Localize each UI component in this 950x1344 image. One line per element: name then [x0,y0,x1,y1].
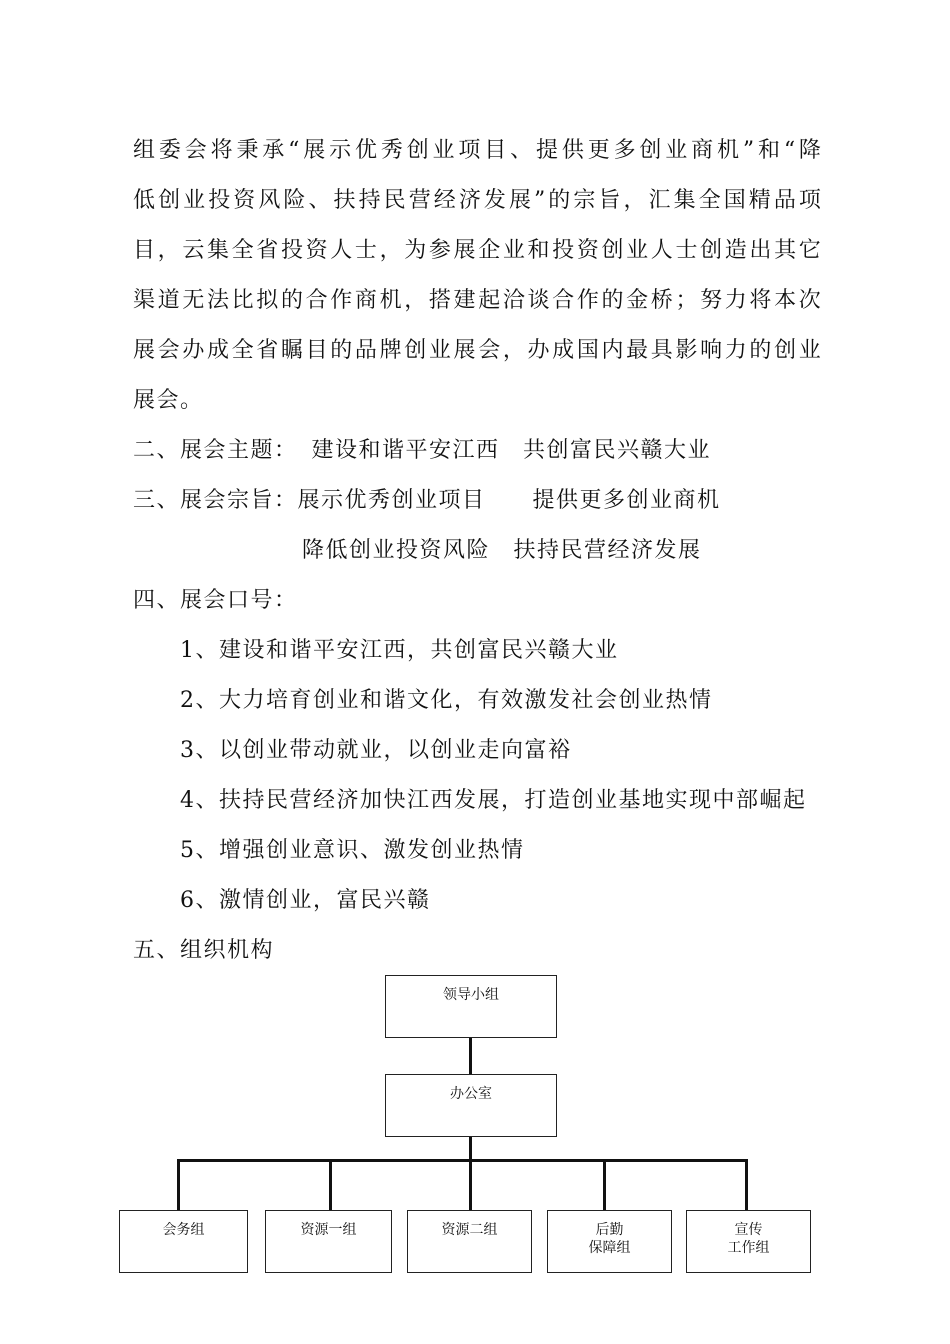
connector-line [469,1159,472,1211]
connector-line [329,1159,332,1211]
slogan-item: 5、增强创业意识、激发创业热情 [180,838,525,863]
org-box-group [407,1210,532,1273]
section-theme-content: 建设和谐平安江西 共创富民兴赣大业 [311,438,712,463]
connector-line [177,1159,180,1211]
connector-line [745,1159,748,1211]
section-purpose-line2: 降低创业投资风险 扶持民营经济发展 [302,538,702,563]
connector-line [469,1038,472,1074]
intro-line-3: 目 ， 云 集 全 省 投 资 人 士 ， 为 参 展 企 业 和 投 资 创 业 人 士 创 造 出 其 它 [133,238,821,263]
org-box-leadership [385,975,557,1038]
slogan-item: 4、扶持民营经济加快江西发展，打造创业基地实现中部崛起 [180,788,807,813]
slogan-item: 1、建设和谐平安江西，共创富民兴赣大业 [180,638,619,663]
slogan-item: 2、大力培育创业和谐文化，有效激发社会创业热情 [180,688,713,713]
org-box-leadership-label: 领导小组 [443,987,499,1003]
org-box-office-label: 办公室 [450,1086,492,1102]
org-box-group [686,1210,811,1273]
org-group-label: 资源二组 [441,1222,498,1238]
section-purpose-label: 三、展会宗旨： [133,488,298,513]
slogan-item: 6、激情创业，富民兴赣 [180,888,431,913]
intro-line-1: 组 委 会 将 秉 承 “ 展 示 优 秀 创 业 项 目 、 提 供 更 多 创 业 商 机 ” 和 “ 降 [133,138,821,163]
section-purpose [133,486,721,516]
section-org-heading: 五、组织机构 [133,938,275,963]
org-box-group [119,1210,248,1273]
section-purpose-line1: 展示优秀创业项目 提供更多创业商机 [297,488,721,513]
section-theme-label: 二、展会主题： [133,438,298,463]
intro-line-6: 展会。 [133,388,204,413]
slogan-item: 3、以创业带动就业，以创业走向富裕 [180,738,572,763]
connector-line [469,1137,472,1161]
section-slogans-heading: 四、展会口号： [133,588,298,613]
org-box-group [547,1210,672,1273]
org-group-label: 资源一组 [300,1222,357,1238]
connector-bus [177,1159,748,1162]
org-group-label: 后勤 [595,1222,624,1238]
section-theme [133,436,711,466]
intro-line-2: 低 创 业 投 资 风 险 、 扶 持 民 营 经 济 发 展 ” 的 宗 旨 ， 汇 集 全 国 精 品 项 [133,188,821,213]
org-box-group [265,1210,392,1273]
org-group-label: 宣传 [734,1222,763,1238]
connector-line [603,1159,606,1211]
org-group-label: 会务组 [162,1222,205,1238]
intro-line-5: 展 会 办 成 全 省 瞩 目 的 品 牌 创 业 展 会 ， 办 成 国 内 最 具 影 响 力 的 创 业 [133,338,821,363]
intro-line-4: 渠 道 无 法 比 拟 的 合 作 商 机 ， 搭 建 起 洽 谈 合 作 的 金 桥 ； 努 力 将 本 次 [133,288,821,313]
org-group-label-2: 保障组 [588,1240,631,1256]
org-box-office [385,1074,557,1137]
org-group-label-2: 工作组 [727,1240,770,1256]
